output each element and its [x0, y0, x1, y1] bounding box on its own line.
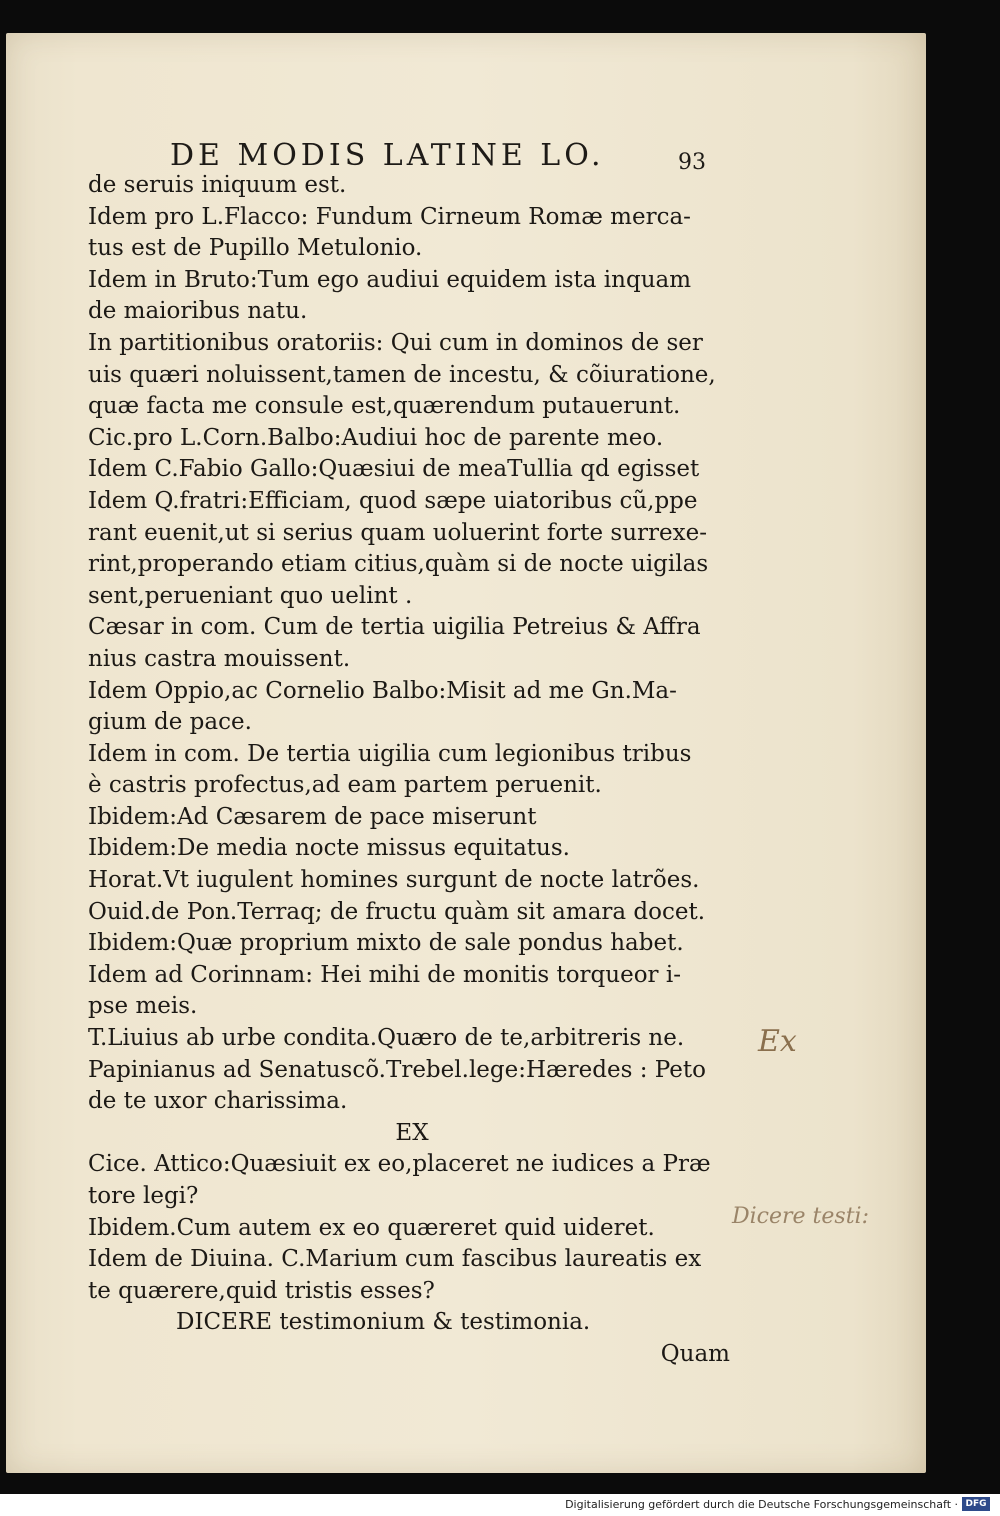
- text-line: quæ facta me consule est,quærendum putauerunt.: [88, 393, 681, 420]
- running-head: DE MODIS LATINE LO.: [170, 138, 605, 173]
- text-line: Papinianus ad Senatuscõ.Trebel.lege:Hæredes : Peto: [88, 1056, 706, 1083]
- text-line: rint,properando etiam citius,quàm si de nocte uigilas: [88, 551, 709, 578]
- text-line: Ouid.de Pon.Terraq; de fructu quàm sit amara docet.: [88, 898, 706, 925]
- dfg-logo-icon: DFG: [962, 1497, 990, 1511]
- text-line: In partitionibus oratoriis: Qui cum in dominos de ser: [88, 329, 703, 356]
- text-line: Cæsar in com. Cum de tertia uigilia Petreius & Affra: [88, 614, 701, 641]
- text-line: Ibidem:Quæ proprium mixto de sale pondus habet.: [88, 930, 684, 957]
- margin-note-ex: Ex: [758, 1024, 797, 1059]
- text-line: Idem in com. De tertia uigilia cum legionibus tribus: [88, 740, 692, 767]
- text-line: Idem in Bruto:Tum ego audiui equidem ista inquam: [88, 266, 692, 293]
- text-line: de maioribus natu.: [88, 298, 308, 325]
- text-line: Cice. Attico:Quæsiuit ex eo,placeret ne iudices a Præ: [88, 1151, 711, 1178]
- section-heading: DICERE testimonium & testimonia.: [176, 1309, 591, 1336]
- text-line: Idem Oppio,ac Cornelio Balbo:Misit ad me Gn.Ma-: [88, 677, 677, 704]
- text-line: sent,perueniant quo uelint .: [88, 582, 413, 609]
- text-line: Ibidem:De media nocte missus equitatus.: [88, 835, 570, 862]
- text-line: T.Liuius ab urbe condita.Quæro de te,arbitreris ne.: [88, 1025, 685, 1052]
- text-line: gium de pace.: [88, 709, 252, 736]
- text-line: Horat.Vt iugulent homines surgunt de nocte latrões.: [88, 867, 700, 894]
- text-line: tus est de Pupillo Metulonio.: [88, 235, 423, 262]
- text-line: Ibidem:Ad Cæsarem de pace miserunt: [88, 803, 537, 830]
- text-line: Idem de Diuina. C.Marium cum fascibus laureatis ex: [88, 1246, 702, 1273]
- body-text: [88, 170, 736, 1371]
- margin-note-dicere: Dicere testi:: [732, 1204, 869, 1229]
- funding-credit: Digitalisierung gefördert durch die Deutsche Forschungsgemeinschaft ·: [565, 1498, 958, 1511]
- text-line: nius castra mouissent.: [88, 645, 351, 672]
- text-line: de seruis iniquum est.: [88, 172, 347, 198]
- text-line: tore legi?: [88, 1183, 199, 1209]
- text-line: de te uxor charissima.: [88, 1088, 348, 1115]
- text-line: Idem Q.fratri:Efficiam, quod sæpe uiatoribus cũ,ppe: [88, 487, 698, 514]
- catchword: Quam: [660, 1340, 730, 1367]
- text-line: Idem ad Corinnam: Hei mihi de monitis torqueor i-: [88, 961, 681, 988]
- text-line: te quærere,quid tristis esses?: [88, 1277, 435, 1304]
- text-line: Ibidem.Cum autem ex eo quæreret quid uideret.: [88, 1214, 655, 1241]
- page-number: 93: [678, 150, 706, 175]
- text-line: Cic.pro L.Corn.Balbo:Audiui hoc de parente meo.: [88, 424, 664, 451]
- footer-bar: [0, 1494, 1000, 1516]
- text-line: uis quæri noluissent,tamen de incestu, & cõiuratione,: [88, 361, 716, 388]
- text-line: rant euenit,ut si serius quam uoluerint forte surrexe-: [88, 519, 707, 546]
- text-line: Idem C.Fabio Gallo:Quæsiui de meaTullia qd egisset: [88, 456, 700, 483]
- section-heading: EX: [395, 1119, 429, 1146]
- text-line: pse meis.: [88, 993, 198, 1020]
- text-line: è castris profectus,ad eam partem peruenit.: [88, 772, 602, 799]
- text-line: Idem pro L.Flacco: Fundum Cirneum Romæ merca-: [88, 203, 691, 230]
